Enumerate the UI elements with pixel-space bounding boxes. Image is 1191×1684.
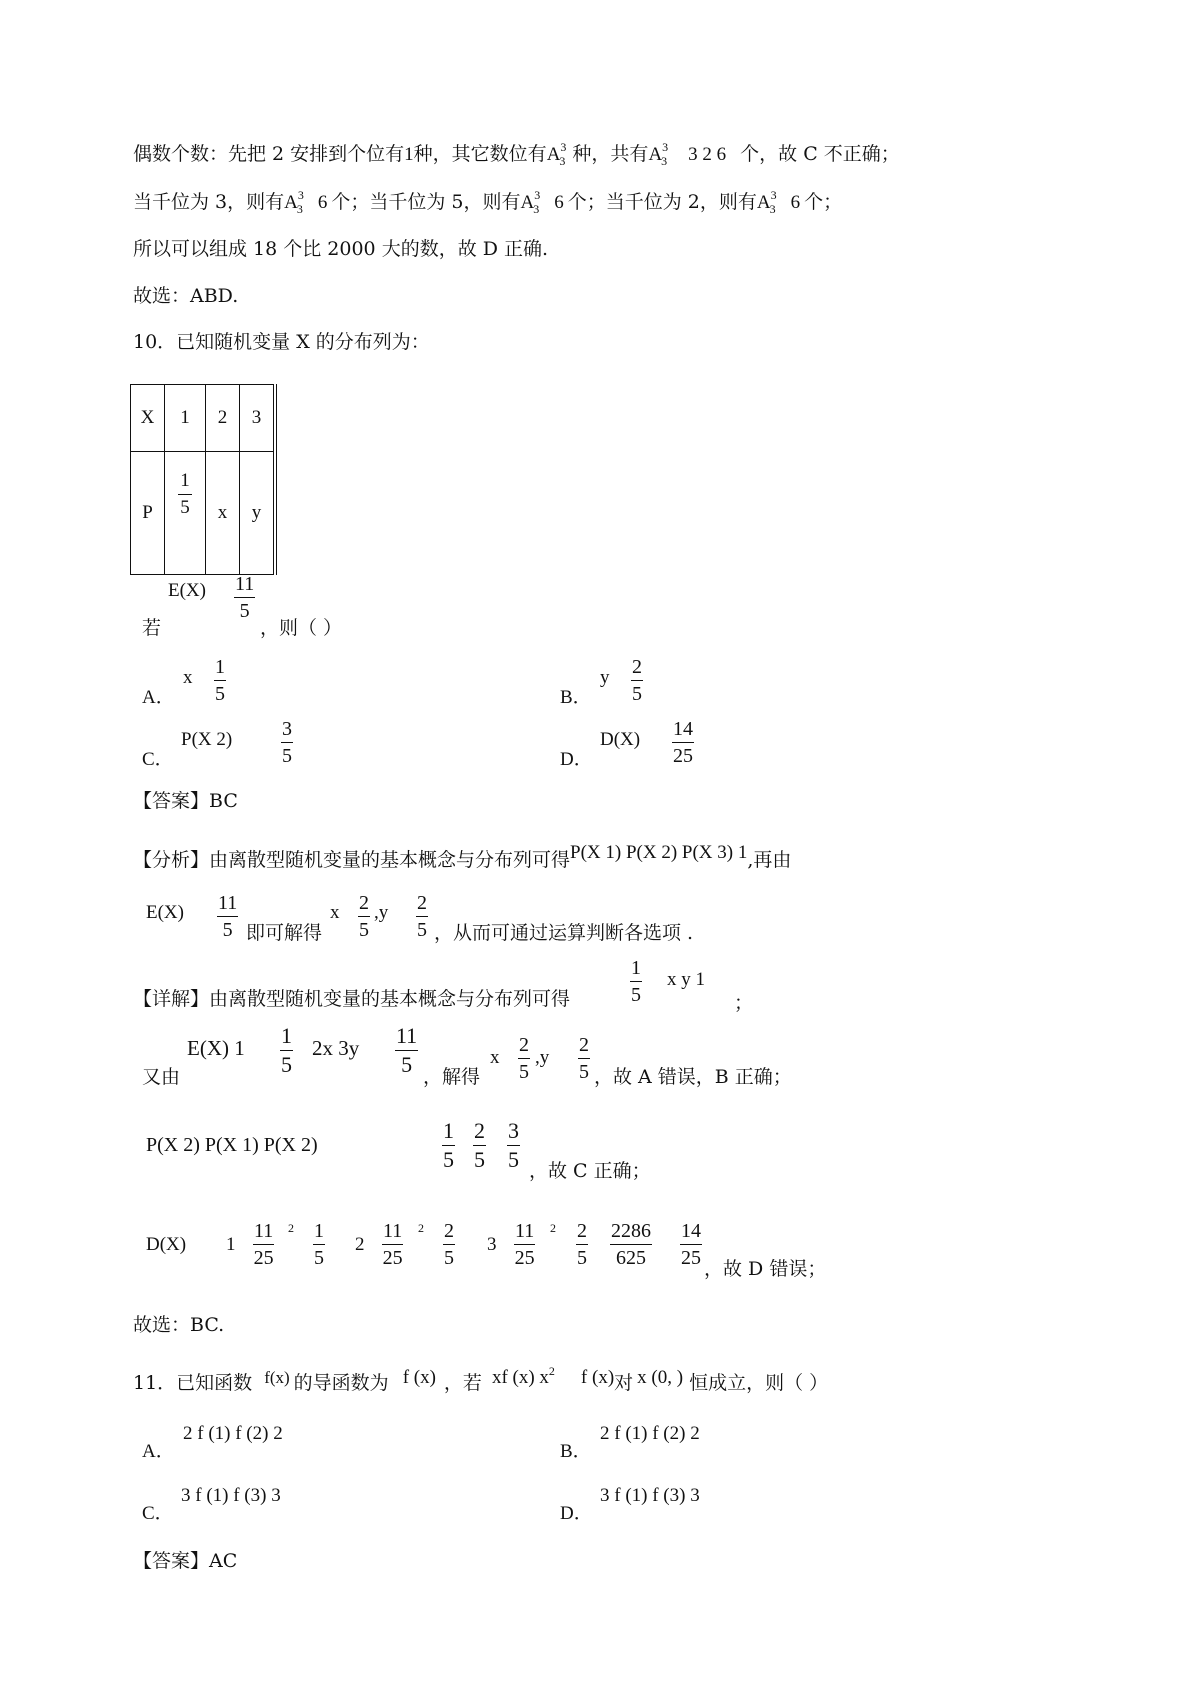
text-line-selection: 故选：ABD. [133, 285, 239, 307]
fraction: $\frac{2}{5}$ [577, 1220, 587, 1269]
selection-10: 故选：BC. [133, 1314, 225, 1336]
table-cell: x [206, 452, 240, 575]
detail-text: ，解得 [423, 1066, 481, 1088]
analysis-text: 【分析】由离散型随机变量的基本概念与分布列可得P(X 1) P(X 2) P(X 3) 1,再由 [133, 842, 792, 871]
fraction: $\frac{14}{25}$ [681, 1220, 701, 1269]
table-cell: X [131, 385, 165, 452]
table-cell: 1 [165, 385, 206, 452]
detail-semicolon: ； [734, 992, 754, 1014]
table-cell: y [240, 452, 276, 575]
question-10: 10．已知随机变量 X 的分布列为： [133, 331, 430, 353]
detail-text: 【详解】由离散型随机变量的基本概念与分布列可得 [133, 988, 571, 1010]
fraction: $\frac{1}{5}$ [215, 656, 225, 705]
answer-10: 【答案】BC [133, 790, 238, 812]
expectation-formula: E(X) 1 [187, 1036, 245, 1060]
probability-formula: P(X 2) P(X 1) P(X 2) [146, 1134, 318, 1156]
option-b-label: B． [560, 687, 592, 708]
condition-post: ，则（ ） [260, 617, 343, 639]
option-c-formula: 3 f (1) f (3) 3 [181, 1485, 281, 1506]
detail-var: x [490, 1047, 500, 1068]
table-row [131, 452, 276, 575]
option-c-label: C． [142, 1503, 174, 1524]
text-line-even-count: 偶数个数：先把 2 安排到个位有1种，其它数位有$A^3_3$ 种，共有$A^3_3$ 3 2 6 个，故 C 不正确； [133, 140, 900, 168]
fraction: $\frac{1}{5}$ [314, 1220, 324, 1269]
detail-text: 又由 [142, 1066, 181, 1088]
detail-text: ，故 C 正确； [529, 1160, 651, 1182]
fraction: $\frac{2}{5}$ [444, 1220, 454, 1269]
fraction: $\frac{2286}{625}$ [611, 1220, 651, 1269]
answer-11: 【答案】AC [133, 1550, 238, 1572]
option-d-var: D(X) [600, 729, 641, 750]
variance-term: 1 [226, 1234, 236, 1255]
fraction: $\frac{11}{5}$ [218, 892, 238, 941]
expectation-label: E(X) [146, 902, 184, 923]
table-cell: 2 [206, 385, 240, 452]
table-cell [165, 452, 206, 575]
fraction: $\frac{11}{25}$ [514, 1220, 535, 1269]
fraction: $\frac{3}{5}$ [508, 1118, 519, 1172]
fraction: $\frac{2}{5}$ [474, 1118, 485, 1172]
table-cell: 3 [240, 385, 276, 452]
square-exponent: 2 [418, 1221, 424, 1235]
fraction: $\frac{11}{25}$ [382, 1220, 403, 1269]
analysis-var: x [330, 902, 340, 923]
detail-var: ,y [535, 1047, 550, 1068]
fraction: $\frac{2}{5}$ [579, 1034, 589, 1083]
expectation-label: E(X) [168, 580, 206, 601]
table-row [131, 385, 276, 452]
option-c-var: P(X 2) [181, 729, 233, 750]
option-a-label: A． [142, 1441, 175, 1462]
option-a-formula: 2 f (1) f (2) 2 [183, 1423, 283, 1444]
option-d-formula: 3 f (1) f (3) 3 [600, 1485, 700, 1506]
analysis-text: 即可解得 [246, 922, 323, 944]
detail-text: ，故 D 错误； [704, 1258, 827, 1280]
analysis-var: ,y [374, 902, 389, 923]
fraction: $\frac{11}{5}$ [235, 573, 255, 622]
fraction: $\frac{1}{5}$ [443, 1118, 454, 1172]
fraction: $\frac{1}{5}$ [180, 470, 190, 518]
table-cell: P [131, 452, 165, 575]
fraction: $\frac{2}{5}$ [519, 1034, 529, 1083]
option-d-label: D． [560, 1503, 593, 1524]
fraction: $\frac{2}{5}$ [359, 892, 369, 941]
fraction: $\frac{11}{25}$ [253, 1220, 274, 1269]
distribution-table [130, 384, 277, 575]
option-b-label: B． [560, 1441, 592, 1462]
question-11: 11．已知函数 f(x) 的导函数为 f (x) ，若 xf (x) $x^2$ f (x)对 x (0, ) 恒成立，则（ ） [133, 1364, 829, 1394]
fraction: $\frac{1}{5}$ [281, 1023, 292, 1077]
option-d-label: D． [560, 749, 593, 770]
option-a-label: A． [142, 687, 175, 708]
fraction: $\frac{14}{25}$ [673, 718, 693, 767]
square-exponent: 2 [550, 1221, 556, 1235]
expectation-formula: 2x 3y [312, 1036, 360, 1060]
fraction: $\frac{3}{5}$ [282, 718, 292, 767]
analysis-text: ，从而可通过运算判断各选项 . [434, 922, 694, 944]
fraction: $\frac{1}{5}$ [631, 957, 641, 1006]
condition-pre: 若 [142, 617, 162, 639]
square-exponent: 2 [288, 1221, 294, 1235]
variance-term: 2 [355, 1234, 365, 1255]
fraction: $\frac{2}{5}$ [417, 892, 427, 941]
option-b-formula: 2 f (1) f (2) 2 [600, 1423, 700, 1444]
option-a-var: x [183, 667, 193, 688]
text-line-thousands: 当千位为 3，则有$A^3_3$ 6 个；当千位为 5，则有$A^3_3$ 6 个；当千位为 2，则有$A^3_3$ 6 个； [133, 188, 843, 216]
variance-label: D(X) [146, 1234, 187, 1255]
option-c-label: C． [142, 749, 174, 770]
text-line-conclusion: 所以可以组成 18 个比 2000 大的数，故 D 正确. [133, 238, 549, 260]
option-b-var: y [600, 667, 610, 688]
detail-formula: x y 1 [667, 969, 705, 990]
variance-term: 3 [487, 1234, 497, 1255]
fraction: $\frac{2}{5}$ [632, 656, 642, 705]
detail-text: ，故 A 错误，B 正确； [594, 1066, 792, 1088]
fraction: $\frac{11}{5}$ [396, 1023, 418, 1077]
